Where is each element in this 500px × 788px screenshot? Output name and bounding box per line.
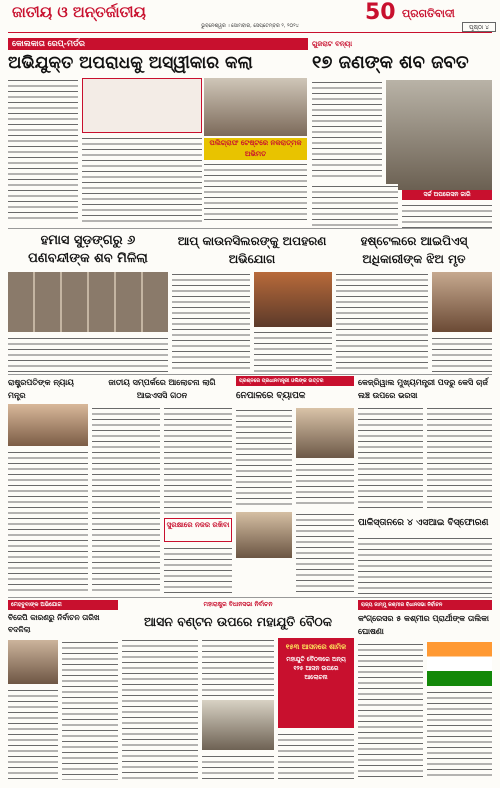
kolkata-quote: [82, 78, 202, 133]
maharashtra-box-text: ମହାଯୁତି ବୈଠକରେ ଅନ୍ୟ ୧୨୫ ଆସନ ଉପରେ ଆଲୋଚନା: [286, 656, 346, 681]
nepal-story: [236, 376, 354, 594]
survey-body-col2: [164, 406, 232, 516]
maharashtra-body-col4: [278, 732, 354, 780]
aap-story: [172, 232, 332, 372]
accused-photo: [204, 78, 307, 136]
hamas-story: [8, 232, 168, 372]
pakistan-story: [358, 514, 492, 594]
nepal-photo-1: [296, 408, 354, 458]
maharashtra-headline: ଆସନ ବଣ୍ଟନ ଉପରେ ମହାଯୁତି ବୈଠକ: [144, 614, 332, 629]
maharashtra-box-title: ୧୫୩ ଆସନରେ ଶାମିଳ: [285, 643, 347, 651]
section-divider: [8, 374, 492, 375]
mehbooba-body-col2: [8, 688, 58, 780]
kolkata-headline: ଅଭିଯୁକ୍ତ ଅପରାଧକୁ ଅସ୍ୱୀକାର କଲା: [8, 53, 253, 73]
congress-kicker: ରାଜ୍ୟ ଜାମ୍ମୁ କଶ୍ମୀର ବିଧାନସଭା ନିର୍ବାଚନ: [358, 600, 492, 610]
kolkata-story: [8, 38, 308, 223]
pakistan-headline: ପାକିସ୍ତାନରେ ୪ ଏସଆଇ ବିସ୍ଫୋରଣ: [358, 518, 489, 528]
flood-body-col1: [312, 80, 382, 180]
cbi-body-col1: [358, 406, 423, 510]
hamas-headline: ହମାସ ସୁଡ଼ଙ୍ଗରୁ ୬ ପଣବନ୍ଦୀଙ୍କ ଶବ ମିଳିଲା: [28, 233, 148, 266]
maharashtra-body-col3: [202, 754, 274, 780]
congress-body-col1: [358, 642, 423, 780]
flood-photo: [386, 80, 492, 190]
president-story: [8, 376, 88, 594]
survey-headline: ଜାତୀୟ ସମ୍ପର୍କରେ ଆଲୋଚନା ଲାଗି ଆଇଏସସି ଗଠନ: [108, 378, 216, 400]
survey-body-col3: [164, 546, 232, 594]
nepal-photo-2: [236, 512, 292, 558]
kolkata-body-col3: [204, 162, 307, 223]
aap-photo: [254, 272, 332, 327]
nepal-body-col3: [296, 512, 354, 594]
flood-kicker: ଗୁଜରାଟ ବନ୍ୟା: [312, 40, 353, 48]
kolkata-highlight: ପଲିଗ୍ରାଫ ଟେଷ୍ଟରେ ନକରାତ୍ମକ ଅଭିମତ: [204, 138, 307, 160]
hostel-photo: [432, 272, 492, 332]
section-divider: [8, 597, 492, 598]
dateline: ଭୁବନେଶ୍ୱର । ସୋମବାର, ସେପ୍ଟେମ୍ବର ୨, ୨୦୨୪: [201, 23, 299, 29]
maharashtra-box: [278, 638, 354, 728]
nepal-headline: ନେପାଳରେ ବ୍ୟାପକ: [236, 391, 306, 401]
congress-body-col2: [427, 690, 492, 780]
mehbooba-headline: ବିଜେପି କାରଣରୁ ନିର୍ବାଚନ ତାରିଖ ବଦଳିଲା: [8, 613, 100, 634]
cbi-headline: କେଜ୍ରିୱାଲ ମୁଖ୍ୟମନ୍ତ୍ରୀ ପଦରୁ କେସି ଚାର୍ଜ ଲଞ୍ଚ ଉପରେ ଭରସା: [358, 378, 488, 400]
aap-headline: ଆପ୍ କାଉନସିଲରଙ୍କୁ ଅପହରଣ ଅଭିଯୋଗ: [177, 234, 327, 266]
mehbooba-photo: [8, 640, 58, 684]
maharashtra-photo: [202, 700, 274, 750]
flood-headline: ୧୭ ଜଣଙ୍କ ଶବ ଜବତ: [312, 52, 469, 73]
congress-story: [358, 600, 492, 780]
hostel-body-col2: [432, 336, 492, 372]
masthead: [0, 0, 500, 34]
hostel-story: [336, 232, 492, 372]
aap-body-col2: [254, 330, 332, 372]
kolkata-kicker: କୋଲକାତା ରେପ୍‌-ମର୍ଡର: [8, 38, 308, 50]
section-title: ଜାତୀୟ ଓ ଅନ୍ତର୍ଜାତୀୟ: [12, 3, 146, 21]
hamas-body: [8, 336, 168, 372]
section-divider: [8, 228, 492, 229]
congress-headline: କଂଗ୍ରେସର ୫ କଶ୍ମୀର ପ୍ରାର୍ଥୀଙ୍କ ତାଲିକା ଘୋଷଣା: [358, 614, 489, 636]
kolkata-body-col2: [82, 136, 202, 223]
survey-story: [92, 376, 232, 594]
president-photo: [8, 404, 88, 446]
president-body: [8, 450, 88, 594]
nepal-kicker: ପ୍ରଶ୍ନରେ ପ୍ରଧାନମନ୍ତ୍ରୀ ଓଲିଙ୍କ ଉତ୍ତର: [236, 376, 354, 386]
maharashtra-body-col1: [122, 638, 198, 780]
cbi-story: [358, 376, 492, 510]
brand-name: ପ୍ରଗତିବାଦୀ: [402, 7, 455, 20]
maharashtra-kicker: ମହାରାଷ୍ଟ୍ର ବିଧାନସଭା ନିର୍ବାଚନ: [203, 601, 273, 608]
flood-body-col2: [312, 184, 398, 228]
hostages-photos: [8, 272, 168, 332]
flood-body-col3: [402, 203, 492, 228]
flood-caption: ସର୍ଚ୍ଚ ଅପରେସନ ଜାରି: [402, 190, 492, 200]
flood-story: [312, 38, 492, 228]
page-number: ପୃଷ୍ଠା ୪: [462, 22, 496, 32]
masthead-divider: [8, 32, 492, 33]
maharashtra-body-col2: [202, 638, 274, 696]
logo-number: 50: [365, 0, 396, 25]
kolkata-body-col1: [8, 78, 78, 223]
pakistan-body: [358, 536, 492, 594]
survey-callout: ସୁରକ୍ଷାରେ ନଜର ରଖିବା: [164, 518, 232, 542]
nepal-body-col1: [236, 408, 292, 508]
aap-body-col1: [172, 272, 250, 372]
president-headline: ରାଷ୍ଟ୍ରପତିଙ୍କ ନ୍ୟାୟ ମନ୍ତ୍ର: [8, 378, 74, 400]
mehbooba-body-col1: [62, 640, 118, 780]
mehbooba-kicker: ମେହବୁବାଙ୍କ ଅଭିଯୋଗ: [8, 600, 118, 610]
mehbooba-story: [8, 600, 118, 780]
cbi-body-col2: [427, 406, 492, 510]
maharashtra-story: [122, 600, 354, 780]
survey-body-col1: [92, 406, 160, 594]
hostel-headline: ହଷ୍ଟେଲରେ ଆଇପିଏସ୍ ଅଧିକାରୀଙ୍କ ଝିଅ ମୃତ: [360, 234, 468, 266]
congress-flag-photo: [427, 642, 492, 686]
hostel-body-col1: [336, 272, 428, 372]
nepal-body-col2: [296, 462, 354, 508]
